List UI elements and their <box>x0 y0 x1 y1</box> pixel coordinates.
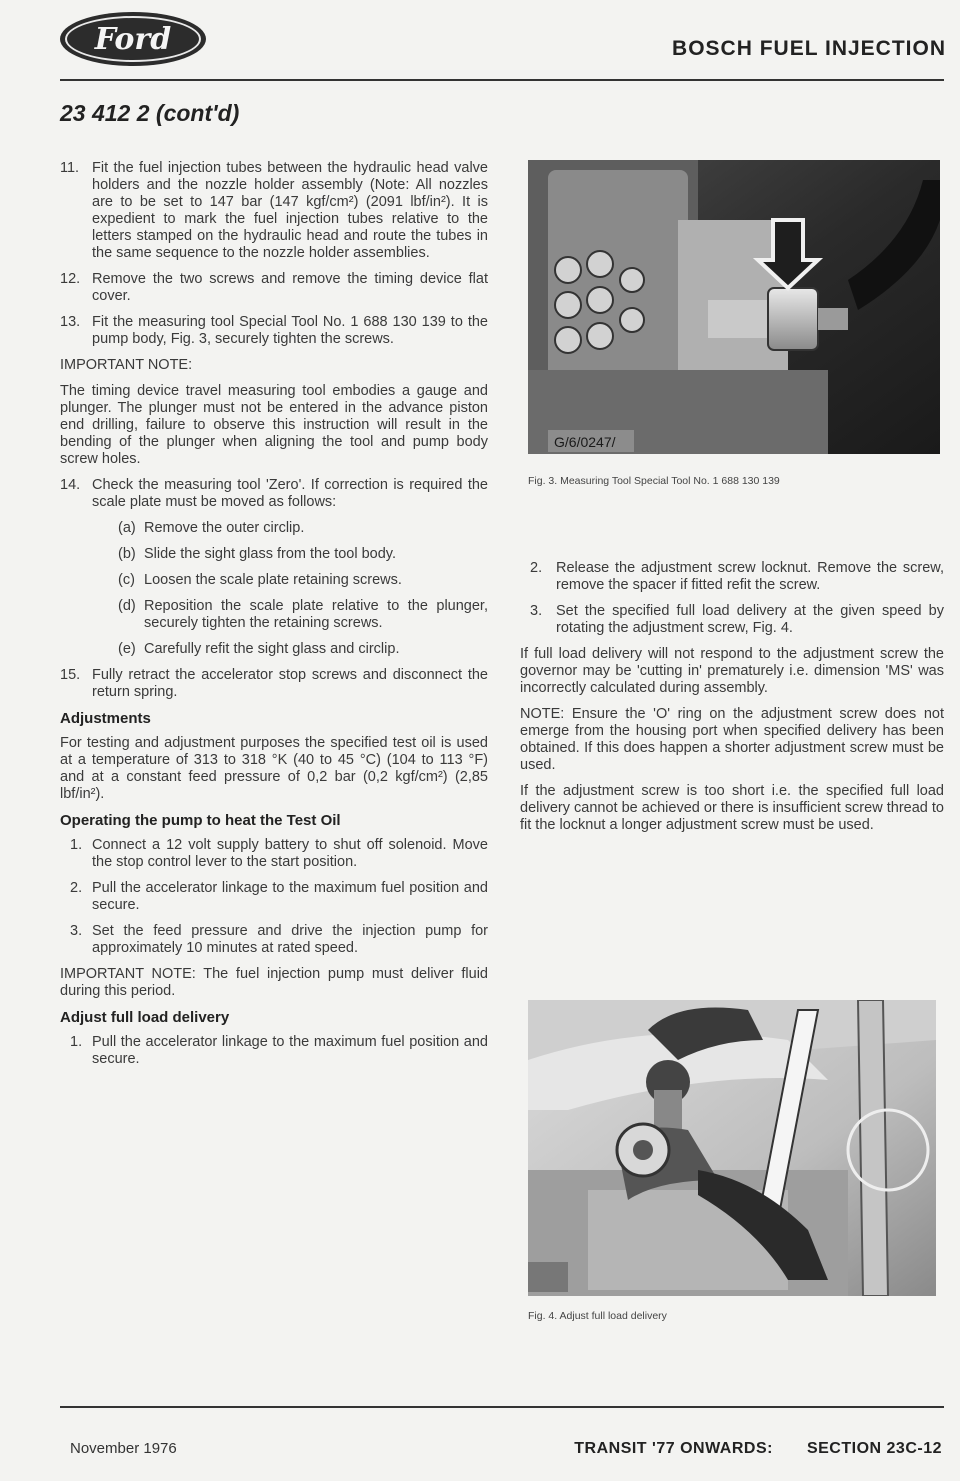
adjust-heading: Adjust full load delivery <box>60 1009 230 1026</box>
substep-item <box>118 520 488 537</box>
step-item <box>60 667 488 701</box>
step-text: Remove the two screws and remove the timing device flat cover. <box>92 271 488 304</box>
step-text: Pull the accelerator linkage to the maximum fuel position and secure. <box>92 1034 488 1067</box>
paragraph: NOTE: Ensure the 'O' ring on the adjustment screw does not emerge from the housing port when specified delivery has been obtained. If this does happen a shorter adjustment screw must be used. <box>520 706 944 773</box>
important-label: IMPORTANT NOTE: <box>60 357 193 373</box>
step-item <box>60 1034 488 1068</box>
paragraph: If full load delivery will not respond to the adjustment screw the governor may be 'cutting in' prematurely i.e. dimension 'MS' was incorrectly calculated during assembly. <box>520 646 944 696</box>
step-number: 11. <box>60 160 80 176</box>
step-text: Release the adjustment screw locknut. Remove the screw, remove the spacer if fitted refit the screw. <box>556 560 944 593</box>
footer-rule <box>60 1406 944 1408</box>
step-item <box>60 160 488 262</box>
step-number: 3. <box>70 923 83 939</box>
step-item <box>520 560 944 594</box>
important-note-2: IMPORTANT NOTE: The fuel injection pump must deliver fluid during this period. <box>60 966 488 999</box>
adjustments-text: For testing and adjustment purposes the specified test oil is used at a temperature of 313 to 318 °K (40 to 45 °C) (104 to 113 °F) and at a constant feed pressure of 0,2 bar (0,2 kgf/cm²) (2,85 lbf/in²). <box>60 735 488 802</box>
adjustments-heading: Adjustments <box>60 710 151 727</box>
substep-label: (e) <box>118 641 136 657</box>
fig4-caption: Fig. 4. Adjust full load delivery <box>528 1310 667 1322</box>
step-item <box>60 923 488 957</box>
substep-text: Slide the sight glass from the tool body. <box>144 546 397 562</box>
step-number: 2. <box>70 880 83 896</box>
substep-item <box>118 598 488 632</box>
page-header <box>0 0 960 80</box>
operating-heading: Operating the pump to heat the Test Oil <box>60 812 341 829</box>
step-text: Connect a 12 volt supply battery to shut off solenoid. Move the stop control lever to the start position. <box>92 837 488 870</box>
step-text: Fit the measuring tool Special Tool No. 1 688 130 139 to the pump body, Fig. 3, securely tighten the screws. <box>92 314 488 347</box>
footer-date: November 1976 <box>70 1440 177 1457</box>
step-number: 2. <box>530 560 543 576</box>
substep-text: Loosen the scale plate retaining screws. <box>144 572 402 588</box>
substep-text: Reposition the scale plate relative to the plunger, securely tighten the retaining screws. <box>144 598 488 631</box>
step-item <box>520 603 944 637</box>
step-text: Set the feed pressure and drive the injection pump for approximately 10 minutes at rated speed. <box>92 923 488 956</box>
substep-item <box>118 641 488 658</box>
ford-logo <box>60 12 206 66</box>
substep-label: (a) <box>118 520 136 536</box>
substep-text: Remove the outer circlip. <box>144 520 305 536</box>
step-text: Set the specified full load delivery at the given speed by rotating the adjustment screw, Fig. 4. <box>556 603 944 636</box>
fig3-photo-label: G/6/0247/ <box>554 434 616 450</box>
left-column <box>60 160 488 1077</box>
step-text: Pull the accelerator linkage to the maximum fuel position and secure. <box>92 880 488 913</box>
ford-logo-text: Ford <box>65 16 201 62</box>
step-number: 14. <box>60 477 81 493</box>
step-number: 1. <box>70 837 83 853</box>
step-text: Fully retract the accelerator stop screws and disconnect the return spring. <box>92 667 488 700</box>
substep-item <box>118 572 488 589</box>
step-item <box>60 271 488 305</box>
fig4-photo <box>528 1000 936 1296</box>
section-title: BOSCH FUEL INJECTION <box>672 37 946 60</box>
step-item <box>60 477 488 511</box>
footer-section-info <box>574 1440 942 1458</box>
substep-item <box>118 546 488 563</box>
right-column <box>520 560 944 843</box>
footer-section: SECTION 23C-12 <box>806 1440 942 1457</box>
header-rule <box>60 79 944 81</box>
paragraph: If the adjustment screw is too short i.e. the specified full load delivery cannot be achieved or there is insufficient screw thread to fit the locknut a longer adjustment screw must be used. <box>520 783 944 833</box>
step-number: 3. <box>530 603 543 619</box>
fig3-photo-graphic <box>528 160 940 454</box>
page-heading: 23 412 2 (cont'd) <box>60 100 240 126</box>
step-number: 12. <box>60 271 81 287</box>
step-item <box>60 880 488 914</box>
step-number: 1. <box>70 1034 83 1050</box>
fig3-caption: Fig. 3. Measuring Tool Special Tool No. 1 688 130 139 <box>528 475 780 487</box>
important-text: The timing device travel measuring tool embodies a gauge and plunger. The plunger must not be entered in the advance piston end drilling, failure to observe this instruction will result in the bending of the plunger when aligning the tool and pump body screw holes. <box>60 383 488 467</box>
step-text: Fit the fuel injection tubes between the hydraulic head valve holders and the nozzle holder assembly (Note: All nozzles are to be set to 147 bar (147 kgf/cm²) (2091 lbf/in²). It is expedient to mark the fuel injection tubes relative to the letters stamped on the hydraulic head and route the tubes in the same sequence to the nozzle holder assemblies. <box>92 160 488 261</box>
substep-label: (b) <box>118 546 136 562</box>
substep-text: Carefully refit the sight glass and circlip. <box>144 641 400 657</box>
fig3-photo <box>528 160 940 454</box>
footer-series: TRANSIT '77 ONWARDS: <box>574 1440 773 1457</box>
fig4-photo-graphic <box>528 1000 936 1296</box>
step-item <box>60 837 488 871</box>
substep-label: (d) <box>118 598 136 614</box>
step-text: Check the measuring tool 'Zero'. If correction is required the scale plate must be moved as follows: <box>92 477 488 510</box>
substep-label: (c) <box>118 572 135 588</box>
step-number: 13. <box>60 314 81 330</box>
step-number: 15. <box>60 667 81 683</box>
step-item <box>60 314 488 348</box>
